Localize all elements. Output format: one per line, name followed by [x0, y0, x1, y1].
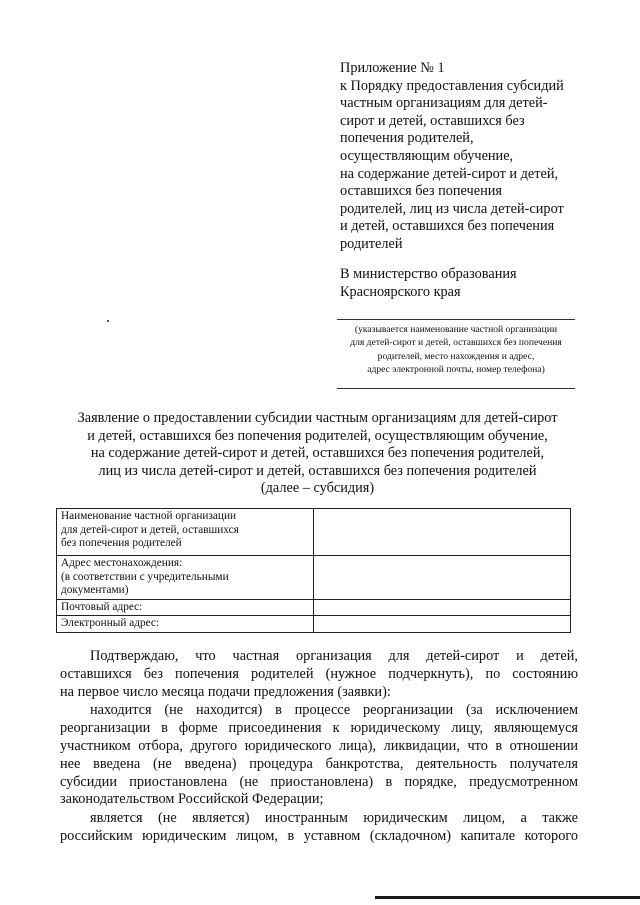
hint-line: для детей-сирот и детей, оставшихся без попечения: [350, 337, 562, 349]
text-line: Подтверждаю, что частная организация для детей-сирот и детей,: [90, 648, 578, 664]
appendix-line: частным организациям для детей-: [340, 95, 548, 112]
page-edge-bar: [375, 896, 640, 899]
text-line: находится (не находится) в процессе реорганизации (за исключением: [90, 702, 578, 719]
title-line: лиц из числа детей-сирот и детей, оставшихся без попечения родителей: [98, 462, 537, 479]
paragraph: [60, 648, 578, 701]
organization-hint: [337, 323, 575, 377]
text-line: законодательством Российской Федерации;: [60, 791, 324, 808]
title-line: (далее – субсидия): [260, 480, 375, 497]
label-line: документами): [61, 584, 129, 597]
appendix-line: к Порядку предоставления субсидий: [340, 77, 564, 94]
label-line: без попечения родителей: [61, 537, 182, 550]
organization-info-table: [56, 508, 571, 633]
title-line: и детей, оставшихся без попечения родителей, осуществляющим обучение,: [87, 427, 548, 444]
paragraph: [60, 702, 578, 809]
appendix-line: и детей, оставшихся без попечения: [340, 218, 555, 235]
appendix-line: родителей, лиц из числа детей-сирот: [340, 200, 564, 217]
text-line: участником отбора, другого юридического лица), ликвидации, что в отношении: [60, 737, 578, 754]
appendix-line: сирот и детей, оставшихся без: [340, 112, 525, 129]
paragraph: [60, 810, 578, 846]
hint-line: родителей, место нахождения и адрес,: [377, 350, 535, 362]
location-address-field[interactable]: [314, 556, 571, 600]
table-label-cell: [57, 556, 314, 600]
text-line: является (не является) иностранным юридическим лицом, а также: [90, 810, 578, 827]
label-line: Почтовый адрес:: [61, 600, 143, 613]
appendix-line: оставшихся без попечения: [340, 183, 502, 200]
text-line: субсидии приостановлена (не приостановлена) в порядке, предусмотренном: [60, 773, 578, 790]
label-line: (в соответствии с учредительными: [61, 570, 229, 583]
appendix-line: Приложение № 1: [340, 60, 445, 76]
text-line: нее введена (не введена) процедура банкротства, деятельность получателя: [60, 755, 578, 772]
appendix-line: осуществляющим обучение,: [340, 147, 514, 164]
table-label-cell: [57, 616, 314, 633]
table-row: [57, 599, 571, 616]
title-line: на содержание детей-сирот и детей, оставшихся без попечения родителей,: [90, 445, 545, 462]
title-line: Заявление о предоставлении субсидии частным организациям для детей-сирот: [77, 410, 558, 426]
document-title: [50, 410, 585, 498]
text-line: оставшихся без попечения родителей (нужное подчеркнуть), по состоянию: [60, 665, 578, 682]
text-line: на первое число месяца подачи предложения (заявки):: [60, 683, 391, 700]
recipient-line: Красноярского края: [340, 284, 461, 300]
hint-line: адрес электронной почты, номер телефона): [367, 364, 545, 376]
table-row: [57, 616, 571, 633]
hint-line: (указывается наименование частной организации: [354, 324, 558, 335]
table-label-cell: [57, 509, 314, 556]
appendix-line: на содержание детей-сирот и детей,: [340, 165, 559, 182]
text-line: российским юридическим лицом, в уставном (складочном) капитале которого: [60, 827, 578, 844]
email-address-field[interactable]: [314, 616, 571, 633]
declaration-text: [60, 648, 578, 846]
appendix-line: попечения родителей,: [340, 130, 474, 147]
organization-name-field[interactable]: [314, 509, 571, 556]
recipient-line: В министерство образования: [340, 266, 517, 282]
label-line: Наименование частной организации: [61, 510, 237, 522]
recipient-block: [340, 265, 517, 301]
label-line: для детей-сирот и детей, оставшихся: [61, 523, 239, 536]
label-line: Адрес местонахождения:: [61, 557, 183, 569]
text-line: реорганизации в форме присоединения к юридическому лицу, являющемуся: [60, 720, 578, 737]
postal-address-field[interactable]: [314, 599, 571, 616]
table-row: [57, 556, 571, 600]
appendix-header: [340, 60, 610, 254]
organization-blank-line: [337, 319, 575, 320]
scan-speck: [107, 320, 109, 322]
table-label-cell: [57, 599, 314, 616]
label-line: Электронный адрес:: [61, 617, 160, 630]
appendix-line: родителей: [340, 235, 403, 252]
table-row: [57, 509, 571, 556]
hint-underline: [337, 388, 575, 389]
